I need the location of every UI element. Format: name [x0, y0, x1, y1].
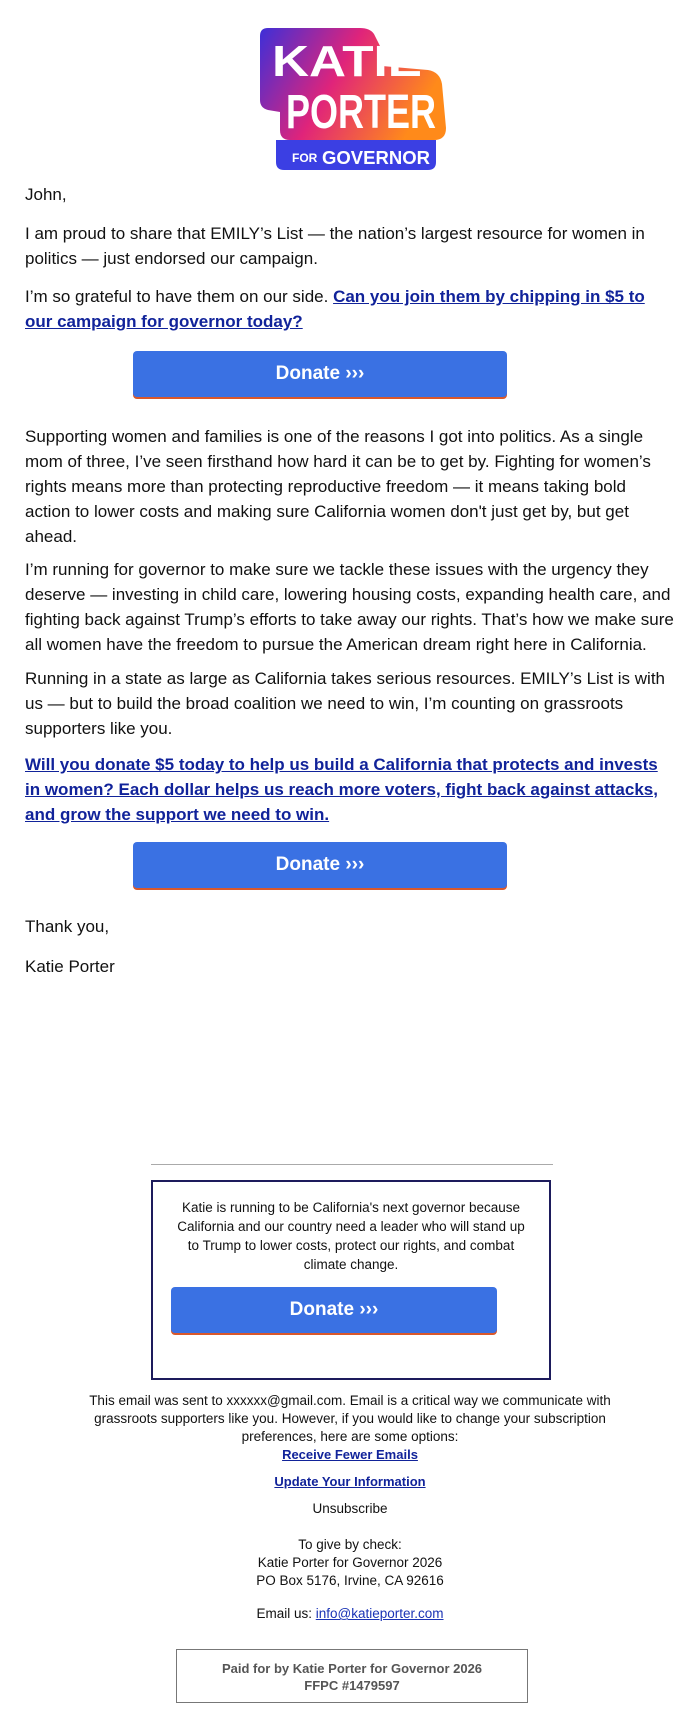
- logo-governor: GOVERNOR: [322, 148, 430, 168]
- email-us-label: Email us:: [256, 1606, 316, 1621]
- footer-divider: [151, 1164, 553, 1165]
- paragraph-women-families-text: Supporting women and families is one of the reasons I got into politics. As a single mom of three, I’ve seen firsthand how hard it can be to get by. Fighting for women’s rights means more than protecting reproductive freedom — it means taking bold action to lower costs and making sure California women don't just get by, but get ahead.: [25, 427, 651, 546]
- update-information-link[interactable]: Update Your Information: [274, 1474, 426, 1489]
- donate-button-3[interactable]: Donate ›››: [171, 1287, 497, 1333]
- footer-box-text: Katie is running to be California's next governor because California and our country need a leader who will stand up to Trump to lower costs, protect our rights, and combat climate change.: [177, 1200, 525, 1272]
- paid-for-disclaimer: [176, 1649, 528, 1703]
- check-line-1: To give by check:: [298, 1537, 402, 1552]
- paragraph-resources-text: Running in a state as large as California takes serious resources. EMILY’s List is with us — but to build the broad coalition we need to win, I’m counting on grassroots supporters like you.: [25, 669, 665, 738]
- footer-box: [151, 1180, 551, 1380]
- logo-line1: KATIE: [272, 37, 422, 86]
- check-line-2: Katie Porter for Governor 2026: [257, 1555, 443, 1570]
- logo-for: FOR: [292, 151, 318, 165]
- paragraph-running: [25, 557, 675, 657]
- donate-button-1[interactable]: Donate ›››: [133, 351, 507, 397]
- paragraph-donate-ask: [25, 752, 675, 827]
- campaign-logo: [0, 28, 700, 178]
- fewer-emails-row: [0, 1446, 700, 1464]
- donate-ask-link[interactable]: Will you donate $5 today to help us build a California that protects and invests in women? Each dollar helps us reach more voters, fight back against attacks, and grow the support we need to win.: [25, 755, 658, 824]
- paragraph-running-text: I’m running for governor to make sure we tackle these issues with the urgency they deserve — investing in child care, lowering housing costs, expanding health care, and fighting back against Trump’s efforts to take away our rights. That’s how we make sure all women have the freedom to pursue the American dream right here in California.: [25, 560, 674, 654]
- paragraph-grateful: [25, 284, 675, 334]
- signature: Katie Porter: [25, 957, 115, 976]
- logo-line2: PORTER: [286, 86, 436, 139]
- paragraph-women-families: [25, 424, 675, 549]
- sent-notice: This email was sent to xxxxxx@gmail.com. Email is a critical way we communicate with grassroots supporters like you. However, if you would like to change your subscription preferences, here are some options:: [89, 1393, 611, 1444]
- paid-line-2: FFPC #1479597: [304, 1678, 400, 1693]
- unsubscribe-link[interactable]: Unsubscribe: [312, 1501, 388, 1516]
- paid-line-1: Paid for by Katie Porter for Governor 2026: [221, 1661, 483, 1676]
- greeting: John,: [25, 185, 67, 204]
- receive-fewer-emails-link[interactable]: Receive Fewer Emails: [282, 1447, 418, 1462]
- katie-porter-logo-icon: [250, 28, 450, 170]
- donate-button-2[interactable]: Donate ›››: [133, 842, 507, 888]
- chip-in-link[interactable]: Can you join them by chipping in $5 to our campaign for governor today?: [25, 287, 645, 331]
- paragraph-grateful-text: I’m so grateful to have them on our side.: [25, 287, 334, 306]
- unsubscribe-row: [0, 1500, 700, 1518]
- check-address: [0, 1536, 700, 1590]
- paragraph-endorsement-text: I am proud to share that EMILY’s List — the nation’s largest resource for women in politics — just endorsed our campaign.: [25, 224, 645, 268]
- email-us-link[interactable]: info@katieporter.com: [315, 1606, 444, 1621]
- signoff: Thank you,: [25, 917, 110, 936]
- update-info-row: [0, 1473, 700, 1491]
- email-us-row: [0, 1605, 700, 1623]
- check-line-3: PO Box 5176, Irvine, CA 92616: [256, 1573, 444, 1588]
- paragraph-endorsement: [25, 221, 675, 271]
- paragraph-resources: [25, 666, 675, 741]
